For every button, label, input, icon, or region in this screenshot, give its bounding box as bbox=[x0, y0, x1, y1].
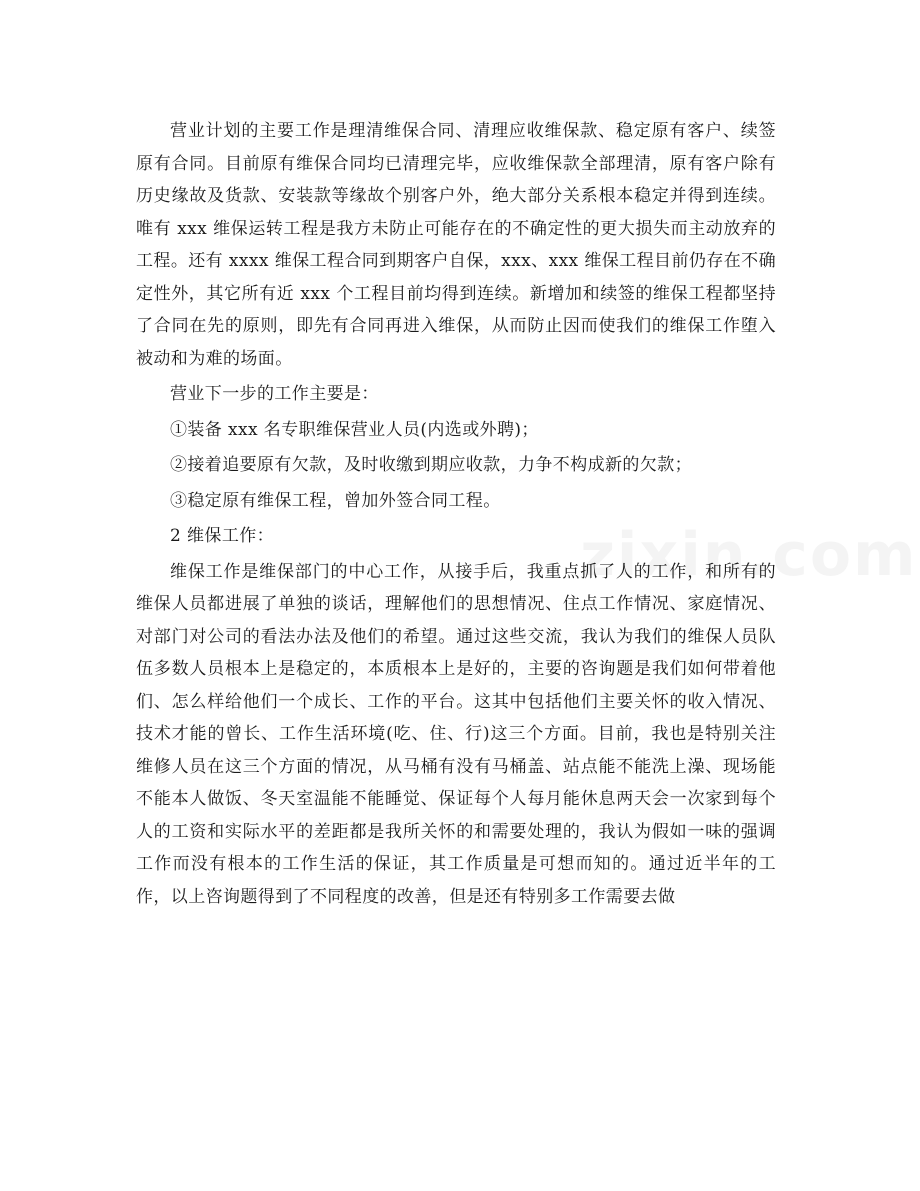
paragraph-step-3: ③稳定原有维保工程，曾加外签合同工程。 bbox=[170, 490, 501, 511]
paragraph-business-plan: 营业计划的主要工作是理清维保合同、清理应收维保款、稳定原有客户、续签原有合同。目前原有维保合同均已清理完毕，应收维保款全部理清，原有客户除有历史缘故及货款、安装款等缘故个别客户外，绝大部分关系根本稳定并得到连续。唯有 xxx 维保运转工程是我方未防止可能存在的不确定性的更大损失而主动放弃的工程。还有 xxxx 维保工程合同到期客户自保，xxx、xxx 维保工程目前仍存在不确定性外，其它所有近 xxx 个工程目前均得到连续。新增加和续签的维保工程都坚持了合同在先的原则，即先有合同再进入维保，从而防止因而使我们的维保工作堕入被动和为难的场面。 bbox=[136, 121, 776, 369]
document-body bbox=[136, 115, 776, 916]
paragraph-next-steps-heading: 营业下一步的工作主要是： bbox=[170, 384, 379, 404]
paragraph-step-1: ①装备 xxx 名专职维保营业人员(内选或外聘)； bbox=[170, 419, 539, 440]
section-heading-maintenance: 2 维保工作： bbox=[170, 526, 275, 546]
paragraph-maintenance-work: 维保工作是维保部门的中心工作，从接手后，我重点抓了人的工作，和所有的维保人员都进展了单独的谈话，理解他们的思想情况、住点工作情况、家庭情况、对部门对公司的看法办法及他们的希望。通过这些交流，我认为我们的维保人员队伍多数人员根本上是稳定的，本质根本上是好的，主要的咨询题是我们如何带着他们、怎么样给他们一个成长、工作的平台。这其中包括他们主要关怀的收入情况、技术才能的曾长、工作生活环境(吃、住、行)这三个方面。目前，我也是特别关注维修人员在这三个方面的情况，从马桶有没有马桶盖、站点能不能洗上澡、现场能不能本人做饭、冬天室温能不能睡觉、保证每个人每月能休息两天会一次家到每个人的工资和实际水平的差距都是我所关怀的和需要处理的，我认为假如一味的强调工作而没有根本的工作生活的保证，其工作质量是可想而知的。通过近半年的工作，以上咨询题得到了不同程度的改善，但是还有特别多工作需要去做 bbox=[136, 561, 776, 907]
paragraph-step-2: ②接着追要原有欠款，及时收缴到期应收款，力争不构成新的欠款； bbox=[170, 455, 692, 475]
